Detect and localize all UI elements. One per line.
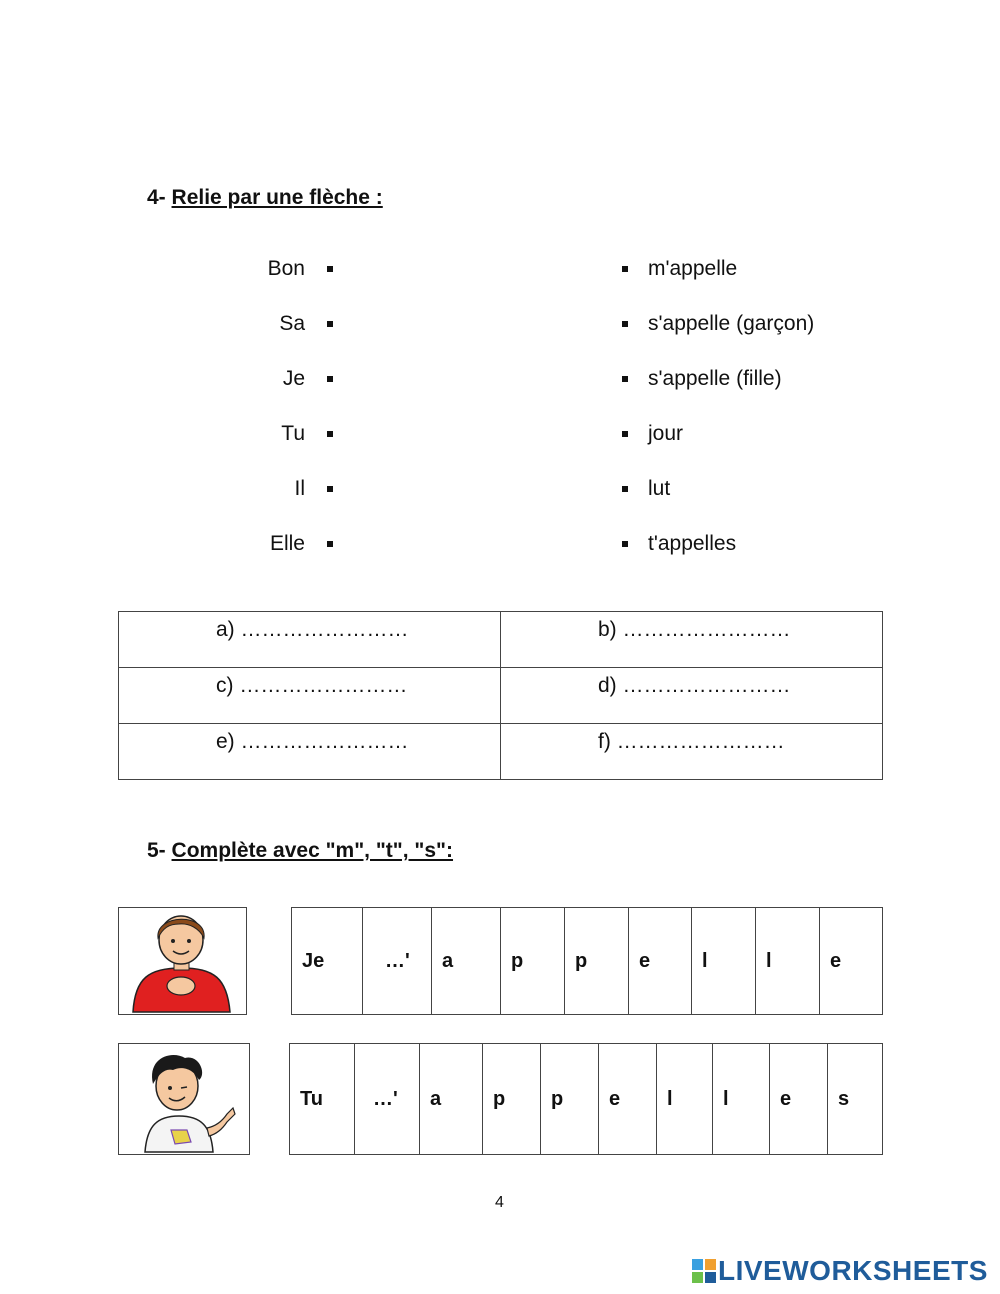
answer-cell-e[interactable] [119,724,501,780]
answer-cell-d[interactable] [501,668,883,724]
right-bullet-4[interactable] [622,431,628,437]
exercise-5-title: Complète avec "m", "t", "s": [171,839,454,862]
answer-cell-a[interactable] [119,612,501,668]
grid-cell: e [769,1044,827,1154]
grid-cell: l [712,1044,769,1154]
right-word-3: s'appelle (fille) [648,367,782,390]
grid-cell: l [755,908,819,1014]
grid-cell: p [540,1044,598,1154]
answer-label-a: a) …………………… [216,618,409,641]
liveworksheets-icon [692,1259,716,1283]
grid-cell: Tu [300,1087,323,1110]
brand-name: LIVEWORKSHEETS [718,1255,988,1286]
right-word-5: lut [648,477,671,500]
grid-cell: e [819,908,882,1014]
answer-label-e: e) …………………… [216,730,409,753]
boy-pointing-self-image [118,907,247,1015]
left-word-4: Tu [281,422,305,445]
right-bullet-6[interactable] [622,541,628,547]
grid-cell: l [656,1044,712,1154]
letter-grid-tu [289,1043,883,1155]
answer-cell-c[interactable] [119,668,501,724]
right-bullet-3[interactable] [622,376,628,382]
exercise-5-number: 5- [147,839,166,862]
grid-blank-cell[interactable]: …' [362,908,431,1014]
right-word-4: jour [648,422,684,445]
answer-label-c: c) …………………… [216,674,408,697]
grid-cell: s [827,1044,882,1154]
left-bullet-2[interactable] [327,321,333,327]
grid-cell: a [431,908,500,1014]
right-word-1: m'appelle [648,257,738,280]
page-number: 4 [495,1194,504,1211]
right-bullet-2[interactable] [622,321,628,327]
left-word-6: Elle [269,532,305,555]
right-word-2: s'appelle (garçon) [648,312,815,335]
left-word-2: Sa [279,312,305,335]
answer-cell-b[interactable] [501,612,883,668]
boy-pointing-forward-image [118,1043,250,1155]
answer-label-d: d) …………………… [598,674,791,697]
exercise-4-title: Relie par une flèche : [171,186,383,209]
answer-label-b: b) …………………… [598,618,791,641]
liveworksheets-logo[interactable] [692,1255,988,1287]
grid-cell: l [691,908,755,1014]
left-word-1: Bon [267,257,305,280]
grid-cell: p [564,908,628,1014]
left-bullet-5[interactable] [327,486,333,492]
grid-cell: e [598,1044,656,1154]
letter-grid-je [291,907,883,1015]
left-bullet-3[interactable] [327,376,333,382]
grid-cell: p [500,908,564,1014]
grid-blank-cell[interactable]: …' [354,1044,419,1154]
grid-cell: Je [302,949,325,972]
exercise-5-heading [147,839,453,863]
answer-label-f: f) …………………… [598,730,785,753]
table-row [119,668,883,724]
exercise-4-heading [147,186,383,210]
answer-table [118,611,883,780]
table-row [119,612,883,668]
answer-cell-f[interactable] [501,724,883,780]
left-bullet-1[interactable] [327,266,333,272]
left-word-5: Il [294,477,305,500]
right-bullet-1[interactable] [622,266,628,272]
right-word-6: t'appelles [648,532,737,555]
grid-cell: e [628,908,691,1014]
left-word-3: Je [282,367,305,390]
left-bullet-6[interactable] [327,541,333,547]
table-row [119,724,883,780]
grid-cell: p [482,1044,540,1154]
right-bullet-5[interactable] [622,486,628,492]
grid-cell: a [419,1044,482,1154]
left-bullet-4[interactable] [327,431,333,437]
exercise-4-number: 4- [147,186,166,209]
